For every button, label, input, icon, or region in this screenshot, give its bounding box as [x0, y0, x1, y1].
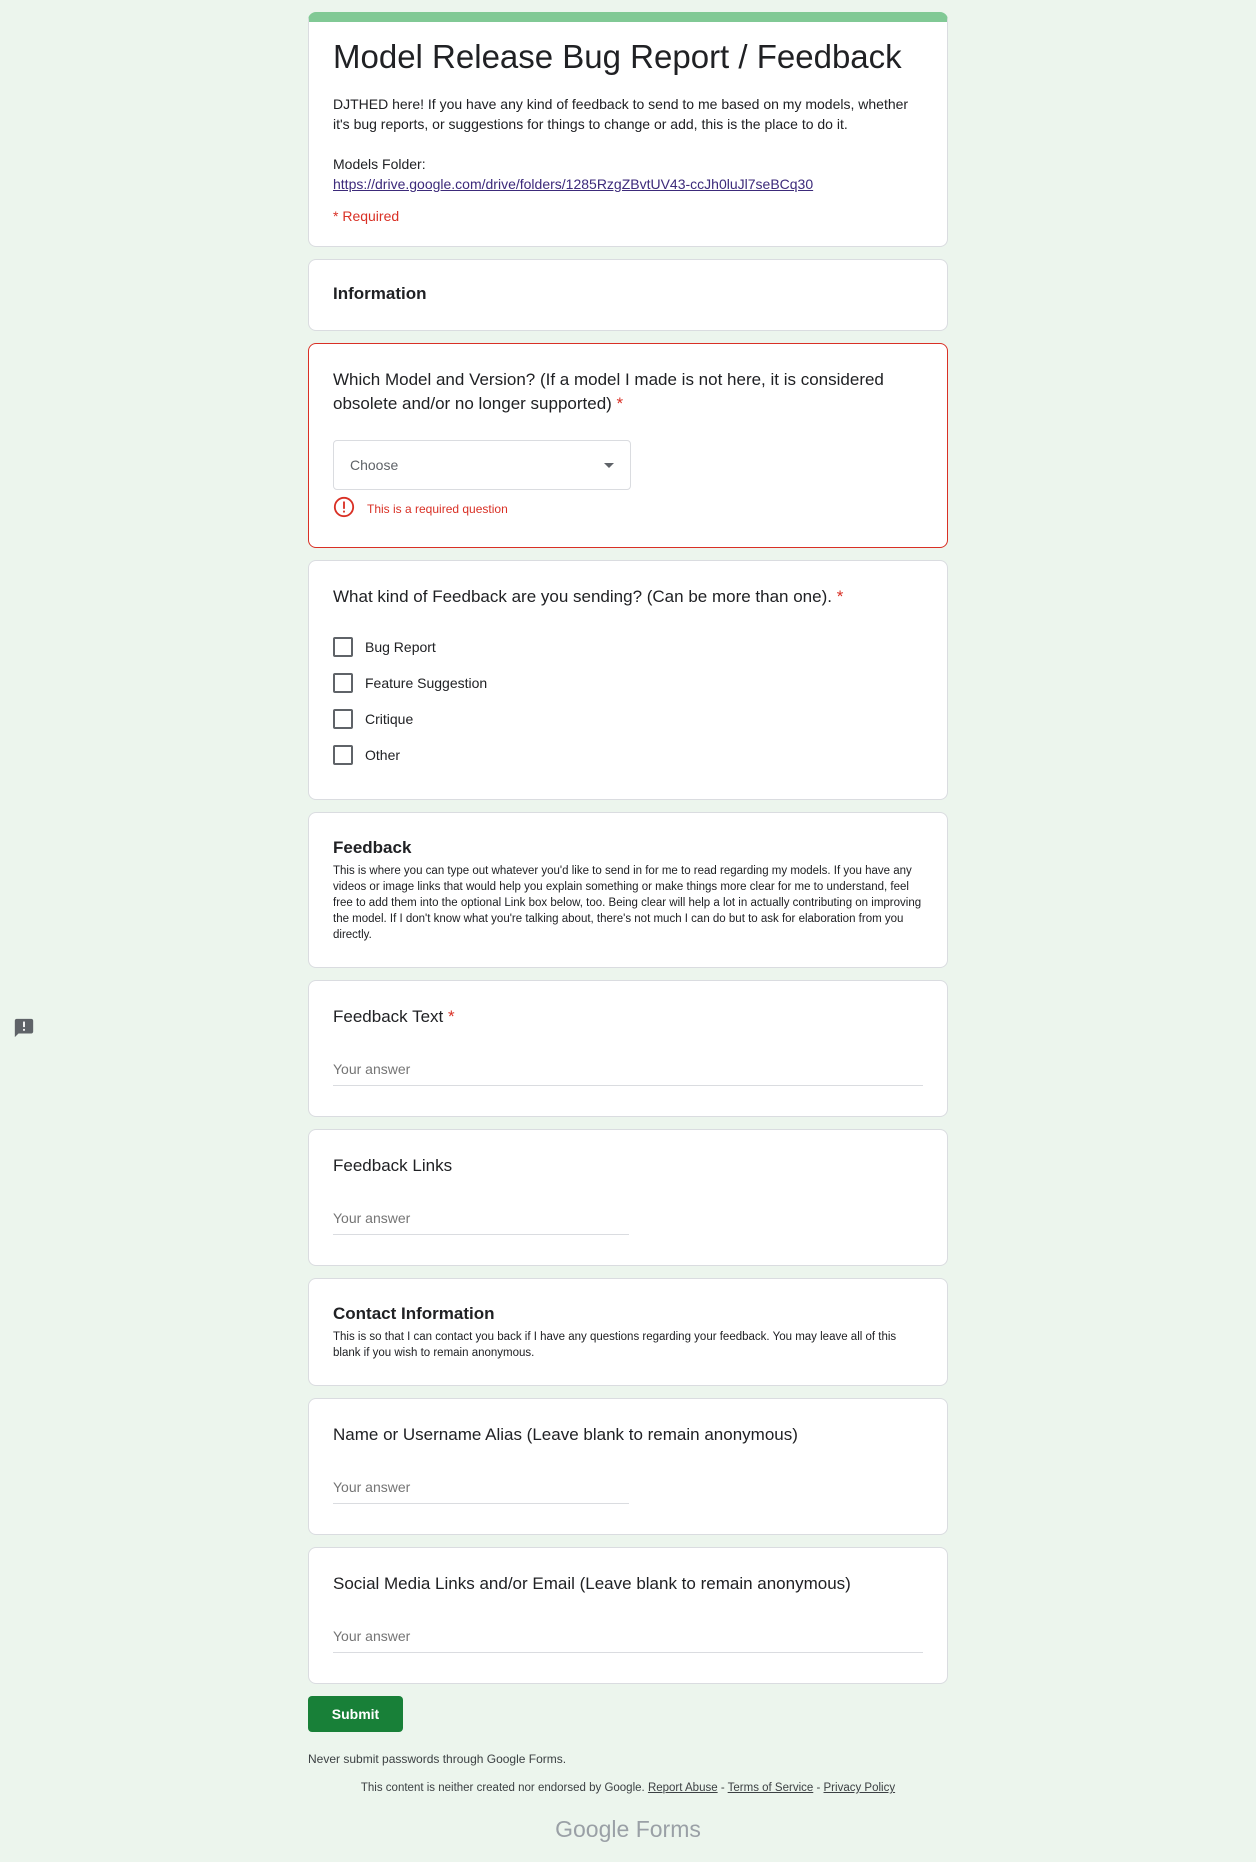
- submit-button[interactable]: Submit: [308, 1696, 403, 1732]
- feedback-links-input[interactable]: [333, 1206, 629, 1235]
- section-information: [308, 259, 948, 331]
- footer-separator: -: [717, 1782, 728, 1794]
- question-title: [333, 368, 923, 416]
- checkbox[interactable]: [333, 745, 353, 765]
- section-feedback: [308, 812, 948, 968]
- footer-separator: -: [813, 1782, 824, 1794]
- report-abuse-link[interactable]: Report Abuse: [647, 1782, 718, 1794]
- error-message-row: [333, 496, 923, 521]
- question-model-version: [308, 343, 948, 548]
- required-note: * Required: [333, 208, 400, 224]
- checkbox[interactable]: [333, 637, 353, 657]
- brand-google: Google: [555, 1816, 630, 1842]
- checkbox-option-bug-report[interactable]: [333, 629, 923, 665]
- question-title-text: Name or Username Alias (Leave blank to remain anonymous): [333, 1425, 798, 1444]
- question-name-alias: [308, 1398, 948, 1535]
- feedback-text-input[interactable]: [333, 1057, 923, 1086]
- form-container: [308, 12, 948, 1843]
- models-folder-link[interactable]: https://drive.google.com/drive/folders/1285RzgZBvtUV43-ccJh0luJl7seBCq30: [333, 176, 814, 192]
- section-contact-information: [308, 1278, 948, 1386]
- error-icon: [333, 496, 355, 521]
- question-title: [333, 585, 923, 609]
- section-title: Contact Information: [333, 1304, 495, 1323]
- question-feedback-text: [308, 980, 948, 1117]
- checkbox-option-critique[interactable]: [333, 701, 923, 737]
- select-placeholder: Choose: [350, 457, 399, 473]
- required-asterisk: *: [616, 394, 624, 413]
- checkbox-label: Critique: [365, 711, 414, 727]
- question-title: [333, 1005, 923, 1029]
- question-title: [333, 1423, 923, 1447]
- checkbox-label: Feature Suggestion: [365, 675, 488, 691]
- dropdown-arrow-icon: [604, 463, 614, 468]
- checkbox-option-feature-suggestion[interactable]: [333, 665, 923, 701]
- question-title: [333, 1572, 923, 1596]
- disclaimer-text: This content is neither created nor endorsed by Google.: [360, 1782, 645, 1794]
- section-title: Information: [333, 284, 427, 303]
- models-folder-label: Models Folder:: [333, 156, 426, 172]
- question-feedback-links: [308, 1129, 948, 1266]
- required-asterisk: *: [448, 1007, 455, 1026]
- checkbox-option-other[interactable]: [333, 737, 923, 773]
- form-description: DJTHED here! If you have any kind of feedback to send to me based on my models, whether it's bug reports, or suggestions for things to change or add, this is the place to do it.: [333, 96, 909, 132]
- required-asterisk: *: [836, 587, 844, 606]
- report-problem-icon[interactable]: [13, 1017, 35, 1039]
- name-alias-input[interactable]: [333, 1475, 629, 1504]
- question-social-email: [308, 1547, 948, 1684]
- checkbox-label: Bug Report: [365, 639, 436, 655]
- checkbox[interactable]: [333, 673, 353, 693]
- question-title-text: Social Media Links and/or Email (Leave blank to remain anonymous): [333, 1574, 851, 1593]
- question-title-text: Which Model and Version? (If a model I made is not here, it is considered obsolete and/or no longer supported): [333, 370, 884, 413]
- social-email-input[interactable]: [333, 1624, 923, 1653]
- form-title: Model Release Bug Report / Feedback: [333, 38, 902, 75]
- password-warning: Never submit passwords through Google Forms.: [308, 1752, 567, 1766]
- model-select-dropdown[interactable]: [333, 440, 631, 490]
- footer-disclaimer: [308, 1782, 948, 1794]
- models-folder-link-row: [333, 174, 923, 194]
- section-description: This is so that I can contact you back if I have any questions regarding your feedback. You may leave all of this blank if you wish to remain anonymous.: [333, 1331, 897, 1359]
- privacy-policy-link[interactable]: Privacy Policy: [823, 1782, 896, 1794]
- section-description: This is where you can type out whatever you'd like to send in for me to read regarding my models. If you have any videos or image links that would help you explain something or make things more clear for me to understand, feel free to add them into the optional Link box below, too. Being clear will help a lot in actually contributing on improving the model. If I don't know what you're talking about, there's not much I can do but to ask for elaboration from you directly.: [333, 865, 922, 941]
- question-title: [333, 1154, 923, 1178]
- error-text: This is a required question: [367, 501, 508, 516]
- checkbox-label: Other: [365, 747, 401, 763]
- brand-forms: Forms: [635, 1816, 701, 1842]
- terms-of-service-link[interactable]: Terms of Service: [727, 1782, 814, 1794]
- section-title: Feedback: [333, 838, 412, 857]
- question-feedback-kind: [308, 560, 948, 800]
- form-header-card: [308, 12, 948, 247]
- google-forms-logo[interactable]: [308, 1816, 948, 1843]
- question-title-text: What kind of Feedback are you sending? (Can be more than one).: [333, 587, 832, 606]
- question-title-text: Feedback Links: [333, 1156, 453, 1175]
- checkbox[interactable]: [333, 709, 353, 729]
- question-title-text: Feedback Text: [333, 1007, 444, 1026]
